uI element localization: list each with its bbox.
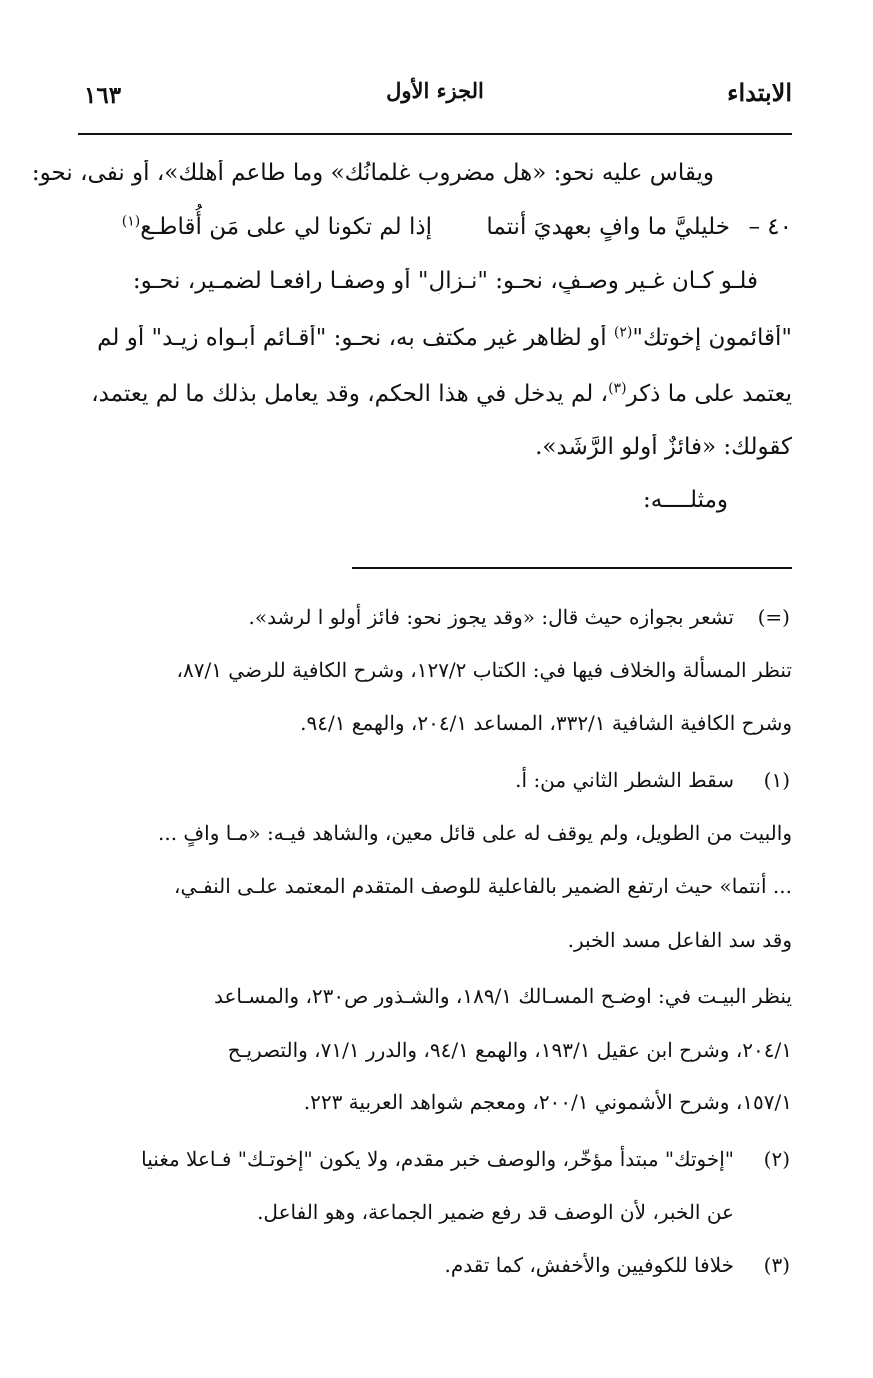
footnote-text: "إخوتك" مبتدأ مؤخّر، والوصف خبر مقدم، ولا يكون "إخوتـك" فـاعلا مغنيا (141, 1147, 734, 1171)
footnote-text: خلافا للكوفيين والأخفش، كما تقدم. (444, 1253, 734, 1277)
footnote-eq-line-2: تنظر المسألة والخلاف فيها في: الكتاب ١٢٧/٢، وشرح الكافية للرضي ٨٧/١، (176, 658, 792, 682)
footnote-marker: (٢) (763, 1147, 790, 1171)
footnote-1-line-7: ١٥٧/١، وشرح الأشموني ٢٠٠/١، ومعجم شواهد العربية ٢٢٣. (303, 1090, 792, 1114)
verse-hemistich-2: إذا لم تكونا لي على مَن أُقاطـع (140, 214, 432, 240)
main-line-5: كقولك: «فائزٌ أُولو الرَّشَد». (535, 434, 792, 460)
footnote-rule (352, 567, 792, 569)
chapter-title: الابتداء (727, 78, 792, 107)
footnote-2-line-2: عن الخبر، لأن الوصف قد رفع ضمير الجماعة، وهو الفاعل. (257, 1200, 734, 1224)
main-line-3 (78, 325, 792, 351)
footnote-text: تشعر بجوازه حيث قال: «وقد يجوز نحو: فائز أولو ا لرشد». (248, 605, 734, 629)
running-header (78, 78, 792, 118)
footnote-marker: (١) (763, 768, 790, 792)
main-line-4 (78, 381, 792, 407)
footnote-ref-3: (٣) (608, 381, 627, 397)
main-line-3b: أو لظاهر غير مكتف به، نحـو: "أقـائم أبـواه زيـد" أو لم (97, 325, 607, 351)
verse-hemistich-1: خليليَّ ما وافٍ بعهديَ أنتما (486, 214, 730, 240)
footnote-1-line-3: ... أنتما» حيث ارتفع الضمير بالفاعلية للوصف المتقدم المعتمد علـى النفـي، (174, 874, 792, 898)
part-title: الجزء الأول (386, 78, 484, 103)
footnote-marker: (=) (757, 605, 790, 629)
main-line-4a: يعتمد على ما ذكر (626, 381, 792, 407)
footnote-1-line-2: والبيت من الطويل، ولم يوقف له على قائل معين، والشاهد فيـه: «مـا وافٍ ... (158, 821, 792, 845)
footnote-text: سقط الشطر الثاني من: أ. (515, 768, 734, 792)
footnote-1-line-5: ينظر البيـت في: اوضـح المسـالك ١٨٩/١، والشـذور ص٢٣٠، والمسـاعد (213, 984, 792, 1008)
verse-number: ٤٠ – (748, 214, 792, 240)
verse-hemistich-2-wrap (122, 214, 432, 240)
footnote-eq-line-3: وشرح الكافية الشافية ٣٣٢/١، المساعد ٢٠٤/١، والهمع ٩٤/١. (300, 711, 792, 735)
footnote-ref-1: (١) (121, 213, 141, 230)
header-rule (78, 133, 792, 135)
main-line-4b: ، لم يدخل في هذا الحكم، وقد يعامل بذلك ما لم يعتمد، (91, 381, 609, 407)
main-line-6: ومثلــــه: (642, 487, 728, 513)
footnote-1-line-6: ٢٠٤/١، وشرح ابن عقيل ١٩٣/١، والهمع ٩٤/١، والدرر ٧١/١، والتصريـح (227, 1038, 792, 1062)
footnote-marker: (٣) (763, 1253, 790, 1277)
main-line-3a: "أقائمون إخوتك" (632, 325, 792, 351)
page-number: ١٦٣ (84, 82, 122, 109)
footnote-ref-2: (٢) (613, 325, 633, 341)
main-line-1: ويقاس عليه نحو: «هل مضروب غلمانُك» وما طاعم أهلك»، أو نفى، نحو: (31, 160, 714, 186)
footnote-1-line-4: وقد سد الفاعل مسد الخبر. (567, 928, 792, 952)
main-line-2: فلـو كـان غـير وصـفٍ، نحـو: "نـزالِ" أو وصفـا رافعـا لضمـير، نحـو: (132, 268, 758, 294)
